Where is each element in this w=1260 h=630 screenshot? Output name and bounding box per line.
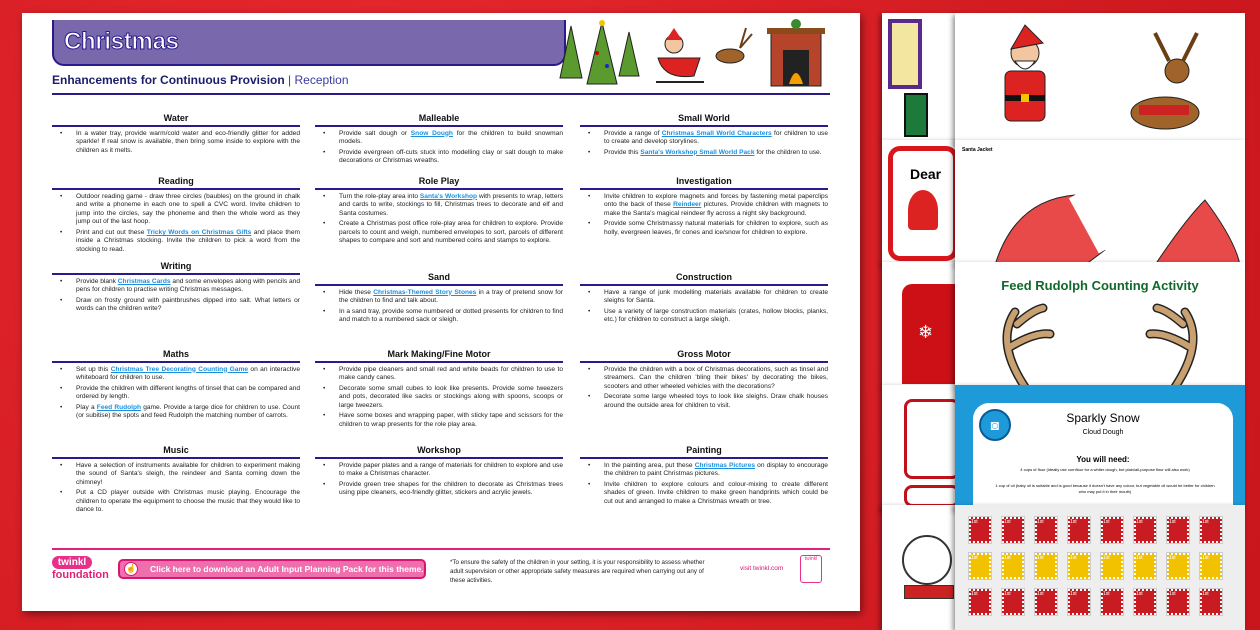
cloud-dough-subtitle: Cloud Dough [1082,429,1124,436]
stamp: 1st [1134,553,1156,579]
logo-top: twinkl [52,556,92,569]
resource-link[interactable]: Reindeer [673,201,702,209]
resource-link[interactable]: Christmas Cards [117,277,171,285]
item-text: for the children to use. [754,148,822,156]
item-text: Provide blank [76,277,118,285]
stage-label: Reception [294,73,349,87]
santa-jacket-pieces-icon [955,140,1245,265]
badge-text: twinkl [804,556,818,562]
stamp: 1st [1002,517,1024,543]
stamp: 1st [1200,589,1222,615]
list-item: • Provide evergreen off-cuts stuck into modelling clay or salt dough to make decorations or Christmas wreaths. [315,149,563,166]
item-text: in a tray of pretend snow for the children to find and talk about. [339,288,563,305]
section-construction [580,272,828,327]
item-text: for children to use to create and develop storylines. [604,129,828,146]
stamp: 1st [1068,589,1090,615]
subtitle [52,73,349,87]
section-rule [315,188,563,190]
item-text: on display to encourage the children to paint Christmas pictures. [604,461,828,478]
item-text: Provide a range of [604,129,662,137]
bullet-list [580,366,828,411]
dough-jar-icon: ◙ [979,409,1011,441]
santa-icon [908,190,938,230]
bullet-list [52,130,300,156]
item-text: Hide these [339,288,374,296]
section-sand [315,272,563,327]
resource-link[interactable]: Snow Dough [410,129,453,137]
section-heading: Mark Making/Fine Motor [387,349,491,359]
fireplace-icon [767,18,825,88]
footer-divider [52,548,830,550]
section-heading: Painting [686,445,722,455]
hand-pointer-icon: ☝ [124,562,138,576]
section-rule [315,284,563,286]
stamp: 1st [1035,553,1057,579]
resource-link[interactable]: Feed Rudolph [96,403,142,411]
list-item: • Have some boxes and wrapping paper, with sticky tape and scissors for the children to wrap presents for the role play area. [315,412,563,429]
bullet-list [315,366,563,430]
santa-jacket-label: Santa Jacket [962,147,993,153]
section-heading: Workshop [417,445,461,455]
section-heading: Construction [676,272,732,282]
download-label: Click here to download an Adult Input Planning Pack for this theme. [150,564,424,574]
section-maths [52,349,300,423]
list-item: • Create a Christmas post office role-play area for children to explore. Provide parcels to count and weigh, numbered envelopes to sort, parcels of different shapes to compare and sort and numbered coins and stamps to explore. [315,220,563,246]
stamp: 1st [1035,589,1057,615]
section-gross-motor [580,349,828,412]
list-item: • Provide the children with a box of Christmas decorations, such as tinsel and streamers. Can the children 'bling their bikes' by decorating the bikes, scooters and other wheeled vehicles with the decorations? [580,366,828,392]
subtitle-text: Enhancements for Continuous Provision [52,73,285,87]
stamp: 1st [1167,553,1189,579]
section-rule [52,273,300,275]
santa-sleigh-icon [654,18,754,88]
list-item [52,404,300,421]
resource-link[interactable]: Christmas-Themed Story Stones [373,288,477,296]
planning-document [22,13,860,611]
item-text: and some envelopes along with pencils and pens for children to practise writing Christmas messages. [76,277,300,294]
item-text: and place them inside a Christmas stocking. Invite the children to pick a word from the stocking to read. [76,228,301,254]
preview-card-feed-rudolph [955,262,1245,387]
section-rule [52,125,300,127]
section-writing [52,261,300,316]
twinkl-foundation-logo [52,556,109,592]
section-reading [52,176,300,257]
item-text: game. Provide a large dice for children to use. Count (or subitise) the spots and feed Rudolph the matching number of carrots. [76,403,300,420]
resource-link[interactable]: Christmas Tree Decorating Counting Game [110,365,248,373]
section-water [52,113,300,157]
snowflake-icon: ❄ [918,322,934,342]
bullet-list [315,130,563,166]
item-text: pictures. Provide children with magnets to make the Santa's magical reindeer fly across a night sky background. [604,201,829,217]
item-text: Invite children to explore magnets and forces by fastening metal paperclips onto the back of these [604,192,828,209]
stamp: 1st [1002,589,1024,615]
stamp: 1st [1101,517,1123,543]
item-text: for the children to build snowman models. [339,129,563,146]
list-item: • Draw on frosty ground with paintbrushes dipped into salt. What letters or words can the children write? [52,297,300,314]
item-text: In the painting area, put these [604,461,695,469]
list-item [580,462,828,479]
list-item [52,278,300,295]
list-item: • Decorate some large wheeled toys to look like sleighs. Draw chalk houses around the outside area for children to visit. [580,393,828,410]
resource-link[interactable]: Christmas Small World Characters [661,129,772,137]
section-small-world [580,113,828,159]
download-planning-pack-button[interactable] [118,559,426,579]
preview-card-santa-reindeer [955,13,1245,143]
item-text: Set up this [76,365,111,373]
preview-card-snowman [882,505,962,630]
stamp: 1st [1167,589,1189,615]
item-text: Turn the role-play area into [339,192,420,200]
list-item: • In a sand tray, provide some numbered or dotted presents for children to find and match to a numbered sack or sleigh. [315,308,563,325]
preview-card-stamps [955,505,1245,630]
section-heading: Small World [678,113,730,123]
list-item: • Provide paper plates and a range of materials for children to explore and use to make a Christmas character. [315,462,563,479]
stamp: 1st [1134,517,1156,543]
section-heading: Music [163,445,189,455]
section-rule [52,361,300,363]
list-item [315,193,563,219]
item-text: Provide salt dough or [339,129,411,137]
preview-card-frame [882,385,962,510]
stamp: 1st [1101,589,1123,615]
section-heading: Water [163,113,189,123]
item-text: Play a [76,403,97,411]
list-item [315,289,563,306]
stamp: 1st [969,517,991,543]
section-rule [580,284,828,286]
list-item [580,149,828,158]
stamp: 1st [1200,553,1222,579]
section-rule [315,125,563,127]
ingredient-oil: 1 cup of oil (baby oil is suitable and is good because it doesn't have any colour, but vegetable oil would be better for children who may put it in their mouth) [995,483,1215,494]
ingredient-flour: 4 cups of flour (ideally use cornflour for a whiter dough, but plain/all-purpose flour will also work) [1020,467,1190,472]
preview-card-santa-jacket [955,140,1245,265]
list-item: • Provide green tree shapes for the children to decorate as Christmas trees using pipe cleaners, eco-friendly glitter, stickers and acrylic jewels. [315,481,563,498]
bullet-list [52,366,300,422]
list-item [52,229,300,255]
safety-note: *To ensure the safety of the children in your setting, it is your responsibility to assess whether adult supervision or other appropriate safety measures are required when carrying out any of these activities. [450,559,705,584]
stamp: 1st [969,553,991,579]
header-divider [52,93,830,95]
bullet-list [52,193,300,255]
section-heading: Writing [160,261,192,271]
bullet-list [315,289,563,325]
section-rule [315,361,563,363]
item-text: Provide this [604,148,641,156]
stamp: 1st [969,589,991,615]
list-item: • Decorate some small cubes to look like presents. Provide some tweezers and pots, decorated like sacks or stockings along with spoons, scoops or large tweezers. [315,385,563,411]
section-workshop [315,445,563,500]
section-heading: Reading [158,176,194,186]
stamp: 1st [1167,517,1189,543]
you-will-need-heading: You will need: [1076,455,1130,464]
section-music [52,445,300,517]
stamp: 1st [1068,517,1090,543]
feed-rudolph-title: Feed Rudolph Counting Activity [1001,278,1199,293]
title-banner [52,20,566,66]
stamp: 1st [1200,517,1222,543]
resource-link[interactable]: Santa's Workshop [419,192,478,200]
stamp: 1st [1002,553,1024,579]
section-heading: Sand [427,272,450,282]
resource-link[interactable]: Christmas Pictures [694,461,756,469]
preview-card-holly [882,262,962,387]
bullet-list [52,462,300,516]
list-item: • Use a variety of large construction materials (crates, hollow blocks, planks, etc.) for children to construct a large sleigh. [580,308,828,325]
preview-card-costume [882,13,962,141]
section-rule [580,125,828,127]
section-heading: Malleable [418,113,460,123]
logo-bottom: foundation [52,569,109,581]
section-rule [52,188,300,190]
section-rule [580,457,828,459]
bullet-list [580,289,828,325]
bullet-list [580,193,828,238]
list-item: • Provide some Christmassy natural materials for children to explore, such as holly, evergreen leaves, fir cones and ice/snow for children to explore. [580,220,828,237]
page-title: Christmas [64,28,179,55]
stamp: 1st [1101,553,1123,579]
quality-badge [800,555,822,583]
bullet-list [52,278,300,314]
visit-twinkl-link[interactable]: visit twinkl.com [740,565,784,572]
section-role-play [315,176,563,248]
item-text: with presents to wrap, letters and cards to write, stockings to fill, Christmas trees to decorate and elf and Santa costumes. [339,192,563,217]
bullet-list [580,130,828,158]
section-rule [52,457,300,459]
section-rule [580,188,828,190]
list-item: • Provide pipe cleaners and small red and white beads for children to use to make candy canes. [315,366,563,383]
list-item: • Outdoor reading game - draw three circles (baubles) on the ground in chalk and write a phoneme in each one to spell a CVC word. Invite children to jump into the circles, say the phoneme and then the whole word as they jump out of the last hoop. [52,193,300,227]
section-heading: Gross Motor [677,349,731,359]
list-item: • Provide the children with different lengths of tinsel that can be compared and ordered by length. [52,385,300,402]
bullet-list [315,193,563,247]
list-item [580,130,828,147]
list-item: • In a water tray, provide warm/cold water and eco-friendly glitter for added sparkle! If real snow is available, then bring some inside to explore with the children as it melts. [52,130,300,156]
dear-text: Dear [910,166,942,182]
section-heading: Role Play [418,176,460,186]
stamp: 1st [1134,589,1156,615]
section-investigation [580,176,828,239]
section-mark-making-fine-motor [315,349,563,432]
section-heading: Maths [162,349,189,359]
section-rule [580,361,828,363]
resource-link[interactable]: Tricky Words on Christmas Gifts [146,228,252,236]
section-rule [315,457,563,459]
list-item [580,193,828,219]
list-item: • Have a range of junk modelling materials available for children to create sleighs for Santa. [580,289,828,306]
list-item: • Invite children to explore colours and colour-mixing to create different shades of green. Invite children to make green handprints which could be cut out and arranged to make a Christmas wreath or tree. [580,481,828,507]
preview-card-dear-santa [882,140,962,265]
section-heading: Investigation [676,176,732,186]
preview-card-sparkly-snow [955,385,1245,510]
list-item: • Have a selection of instruments available for children to experiment making the sound of Santa's sleigh, the reindeer and Santa coming down the chimney! [52,462,300,488]
bullet-list [315,462,563,498]
bullet-list [580,462,828,507]
section-painting [580,445,828,508]
christmas-trees-icon [557,18,647,88]
separator: | [284,73,295,87]
resource-link[interactable]: Santa's Workshop Small World Pack [640,148,755,156]
item-text: Print and cut out these [76,228,147,236]
stamp: 1st [1068,553,1090,579]
stamp: 1st [1035,517,1057,543]
sparkly-snow-title: Sparkly Snow [1066,411,1140,425]
list-item: • Put a CD player outside with Christmas music playing. Encourage the children to operate the equipment to choose the music that they would like to dance to. [52,489,300,515]
section-malleable [315,113,563,168]
list-item [52,366,300,383]
santa-and-reindeer-icon [955,13,1245,143]
list-item [315,130,563,147]
item-text: on an interactive whiteboard for children to use. [76,365,300,382]
